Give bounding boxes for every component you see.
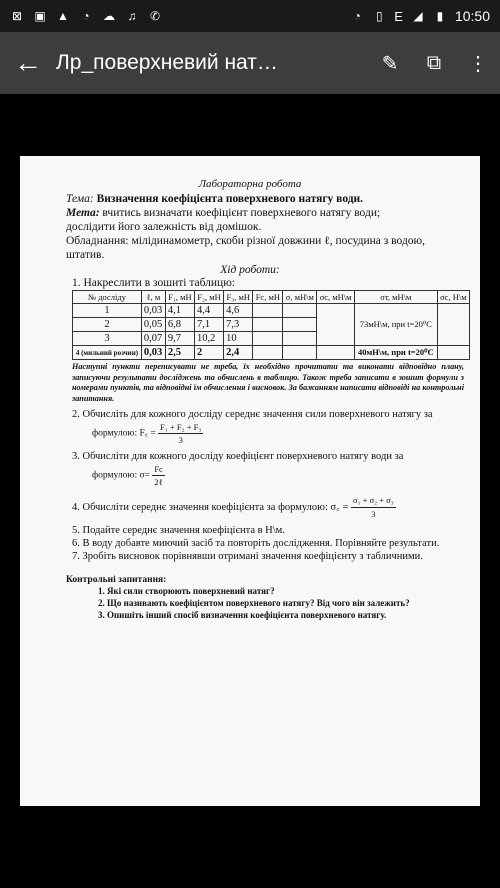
- theme-text: Визначення коефіцієнта поверхневого натягу води.: [96, 193, 364, 205]
- step-7: 7. Зробіть висновок порівнявши отримані значення коефіцієнту з табличними.: [72, 551, 423, 562]
- equipment-line-2: штатив.: [66, 249, 105, 261]
- table-cell: 4,6: [224, 304, 253, 318]
- document-viewer[interactable]: [0, 94, 500, 888]
- formula-prefix: формулою: σ=: [92, 470, 150, 481]
- goal-text: вчитись визначати коефіцієнт поверхневого натягу води;: [102, 207, 381, 219]
- step-1: 1. Накреслити в зошиті таблицю:: [72, 277, 235, 289]
- more-vert-icon: ⋮: [468, 52, 488, 75]
- step-4: [20, 494, 480, 521]
- table-header: Fc, мН: [253, 291, 283, 304]
- table-cell: [283, 346, 317, 360]
- table-cell: 1: [73, 304, 142, 318]
- goal-label: Мета:: [66, 207, 100, 219]
- formula-lhs: σ꜀ =: [330, 501, 349, 513]
- table-row: [73, 304, 470, 318]
- data-table: [72, 290, 470, 360]
- table-cell-ref: 73мН\м, при t=20⁰C: [355, 304, 438, 346]
- pencil-icon: ✎: [381, 52, 399, 75]
- step-2: 2. Обчисліть для кожного досліду середнє значення сили поверхневого натягу за: [72, 409, 433, 420]
- table-cell: [253, 304, 283, 318]
- theme-label: Тема:: [66, 193, 94, 205]
- fraction-denominator: 3: [178, 435, 183, 445]
- table-cell: 2,5: [165, 346, 194, 360]
- table-cell: [283, 332, 317, 346]
- fraction: [152, 463, 165, 488]
- table-header: ℓ, м: [141, 291, 165, 304]
- table-header: F₂, мН: [195, 291, 224, 304]
- table-cell: [317, 346, 355, 360]
- table-cell: [437, 304, 469, 346]
- image-icon: ▣: [34, 9, 46, 23]
- fraction-numerator: F₁ + F₂ + F₃: [160, 422, 202, 432]
- notification-icons: [10, 9, 162, 23]
- table-cell: [317, 304, 355, 346]
- fraction: [351, 494, 396, 521]
- table-cell: [437, 346, 469, 360]
- table-cell: 10,2: [195, 332, 224, 346]
- table-cell: 0,05: [141, 318, 165, 332]
- control-question: 1. Які сили створюють поверхневий натяг?: [98, 586, 275, 596]
- alarm-icon: ◔: [82, 9, 90, 23]
- table-header: σт, мН\м: [355, 291, 438, 304]
- crossed-box-icon: ⊠: [11, 9, 23, 23]
- formula-3: [20, 463, 480, 488]
- goal-line-2: дослідити його залежність від домішок.: [66, 221, 262, 233]
- system-icons: [350, 8, 490, 24]
- alarm-icon: ◔: [353, 9, 361, 23]
- music-icon: ♫: [127, 9, 137, 23]
- theme-line: [20, 192, 480, 206]
- back-button[interactable]: [0, 49, 56, 77]
- equipment-line: Обладнання: мілідинамометр, скоби різної довжини ℓ, посудина з водою,: [66, 235, 426, 247]
- table-header: σ, мН\м: [283, 291, 317, 304]
- viber-icon: ✆: [149, 9, 161, 23]
- table-cell: 4,1: [165, 304, 194, 318]
- edit-button[interactable]: [368, 51, 412, 76]
- table-header: σc, мН\м: [317, 291, 355, 304]
- table-cell: 4 (мильний розчин): [73, 346, 142, 360]
- status-bar: [0, 0, 500, 32]
- fraction-numerator: Fc: [154, 464, 163, 474]
- vibrate-icon: ▯: [375, 9, 383, 23]
- table-header-row: [73, 291, 470, 304]
- table-row: [73, 346, 470, 360]
- status-time: 10:50: [454, 8, 490, 24]
- cloud-icon: ☁: [103, 9, 115, 23]
- network-type-label: E: [394, 8, 403, 24]
- table-header: F₁, мН: [165, 291, 194, 304]
- table-cell: [283, 304, 317, 318]
- control-question: 3. Опишіть інший спосіб визначення коефіцієнта поверхневого натягу.: [98, 610, 387, 620]
- goal-line: [20, 206, 480, 220]
- battery-icon: ▮: [436, 9, 444, 23]
- arrow-left-icon: ←: [14, 47, 42, 78]
- step-4-text: 4. Обчисліти середнє значення коефіцієнта за формулою:: [72, 501, 328, 513]
- fraction: [158, 421, 203, 446]
- fraction-numerator: σ₁ + σ₂ + σ₃: [351, 494, 396, 508]
- procedure-heading: Хід роботи:: [220, 264, 280, 276]
- table-cell: 4,4: [195, 304, 224, 318]
- open-external-icon: ⧉: [426, 51, 442, 74]
- table-cell: 7,1: [195, 318, 224, 332]
- table-header: № досліду: [73, 291, 142, 304]
- table-cell: [253, 346, 283, 360]
- table-cell: 2: [195, 346, 224, 360]
- fraction-denominator: 3: [371, 509, 376, 519]
- step-5: 5. Подайте середнє значення коефіцієнта в Н\м.: [72, 525, 285, 536]
- table-cell: 6,8: [165, 318, 194, 332]
- table-cell: 2,4: [224, 346, 253, 360]
- signal-icon: ◢: [413, 9, 423, 23]
- doc-heading: Лабораторна робота: [198, 178, 302, 190]
- table-cell-ref: 40мН\м, при t=20⁰C: [355, 346, 438, 360]
- formula-prefix: формулою:: [92, 428, 138, 439]
- more-options-button[interactable]: [456, 51, 500, 76]
- table-cell: 0,07: [141, 332, 165, 346]
- control-question: 2. Що називають коефіцієнтом поверхневого натягу? Від чого він залежить?: [98, 598, 410, 608]
- document-page: [20, 156, 480, 806]
- table-cell: [253, 318, 283, 332]
- table-cell: [253, 332, 283, 346]
- fraction-denominator: 2ℓ: [154, 477, 163, 487]
- table-cell: 10: [224, 332, 253, 346]
- document-title: Лр_поверхневий нат…: [56, 51, 278, 74]
- step-3: 3. Обчисліти для кожного досліду коефіцієнт поверхневого натягу води за: [72, 451, 404, 462]
- table-header: F₃, мН: [224, 291, 253, 304]
- step-6: 6. В воду добавте миючий засіб та повторіть дослідження. Порівняйте результати.: [72, 538, 440, 549]
- table-cell: 7,3: [224, 318, 253, 332]
- table-cell: 0,03: [141, 304, 165, 318]
- table-cell: 9,7: [165, 332, 194, 346]
- note-paragraph: Наступні пункти переписувати не треба, їх необхідно прочитати та виконати відповідно плану, записуючи результати досліджень та обчислень в таблицю. Також треба записати в зошит формули з номерами пунктів, та відповідні їм обчислення і висновок. За бажанням написати відповіді на контрольні запитання.: [72, 362, 464, 403]
- app-bar: [0, 32, 500, 94]
- table-cell: 0,03: [141, 346, 165, 360]
- warning-icon: ▲: [57, 9, 69, 23]
- table-cell: 2: [73, 318, 142, 332]
- formula-2: [20, 421, 480, 446]
- table-cell: 3: [73, 332, 142, 346]
- open-external-button[interactable]: [412, 52, 456, 75]
- table-header: σc, Н\м: [437, 291, 469, 304]
- control-questions-title: Контрольні запитання:: [66, 575, 167, 585]
- formula-lhs: F꜀ =: [139, 428, 156, 439]
- table-cell: [283, 318, 317, 332]
